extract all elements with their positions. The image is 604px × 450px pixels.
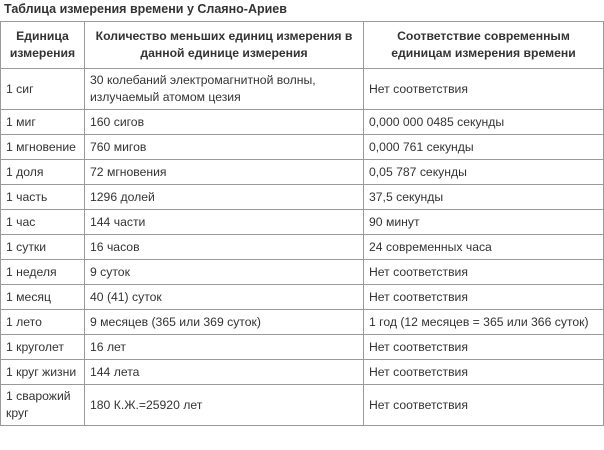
table-row: [1, 210, 604, 235]
cell-smaller-units: 160 сигов: [85, 110, 364, 135]
cell-smaller-units: 180 К.Ж.=25920 лет: [85, 385, 364, 426]
cell-smaller-units: 144 части: [85, 210, 364, 235]
cell-smaller-units: 9 суток: [85, 260, 364, 285]
cell-modern-equivalent: 37,5 секунды: [364, 185, 604, 210]
table-row: [1, 285, 604, 310]
table-row: [1, 235, 604, 260]
cell-unit: 1 месяц: [1, 285, 85, 310]
table-row: [1, 310, 604, 335]
cell-modern-equivalent: Нет соответствия: [364, 285, 604, 310]
cell-unit: 1 круголет: [1, 335, 85, 360]
cell-modern-equivalent: 0,05 787 секунды: [364, 160, 604, 185]
time-units-table: [0, 21, 604, 426]
cell-unit: 1 мгновение: [1, 135, 85, 160]
cell-modern-equivalent: 24 современных часа: [364, 235, 604, 260]
cell-smaller-units: 30 колебаний электромагнитной волны, излучаемый атомом цезия: [85, 69, 364, 110]
cell-modern-equivalent: Нет соответствия: [364, 385, 604, 426]
cell-unit: 1 час: [1, 210, 85, 235]
cell-smaller-units: 40 (41) суток: [85, 285, 364, 310]
table-row: [1, 360, 604, 385]
cell-unit: 1 неделя: [1, 260, 85, 285]
cell-modern-equivalent: Нет соответствия: [364, 260, 604, 285]
cell-smaller-units: 144 лета: [85, 360, 364, 385]
header-smaller-units: Количество меньших единиц измерения в данной единице измерения: [85, 22, 364, 69]
cell-smaller-units: 760 мигов: [85, 135, 364, 160]
table-header-row: [1, 22, 604, 69]
table-row: [1, 69, 604, 110]
cell-smaller-units: 9 месяцев (365 или 369 суток): [85, 310, 364, 335]
cell-unit: 1 сварожий круг: [1, 385, 85, 426]
table-caption: Таблица измерения времени у Слаяно-Ариев: [4, 2, 287, 16]
cell-unit: 1 миг: [1, 110, 85, 135]
cell-unit: 1 сутки: [1, 235, 85, 260]
cell-modern-equivalent: 0,000 000 0485 секунды: [364, 110, 604, 135]
header-modern-equivalent: Соответствие современным единицам измерения времени: [364, 22, 604, 69]
cell-unit: 1 часть: [1, 185, 85, 210]
cell-smaller-units: 16 лет: [85, 335, 364, 360]
cell-modern-equivalent: 0,000 761 секунды: [364, 135, 604, 160]
table-row: [1, 110, 604, 135]
table-row: [1, 260, 604, 285]
cell-unit: 1 лето: [1, 310, 85, 335]
cell-smaller-units: 72 мгновения: [85, 160, 364, 185]
cell-modern-equivalent: Нет соответствия: [364, 360, 604, 385]
cell-smaller-units: 16 часов: [85, 235, 364, 260]
table-row: [1, 185, 604, 210]
cell-unit: 1 сиг: [1, 69, 85, 110]
table-row: [1, 160, 604, 185]
table-row: [1, 335, 604, 360]
table-row: [1, 135, 604, 160]
cell-unit: 1 доля: [1, 160, 85, 185]
cell-modern-equivalent: 1 год (12 месяцев = 365 или 366 суток): [364, 310, 604, 335]
table-row: [1, 385, 604, 426]
cell-modern-equivalent: Нет соответствия: [364, 69, 604, 110]
cell-smaller-units: 1296 долей: [85, 185, 364, 210]
cell-unit: 1 круг жизни: [1, 360, 85, 385]
header-unit: Единица измерения: [1, 22, 85, 69]
cell-modern-equivalent: Нет соответствия: [364, 335, 604, 360]
cell-modern-equivalent: 90 минут: [364, 210, 604, 235]
